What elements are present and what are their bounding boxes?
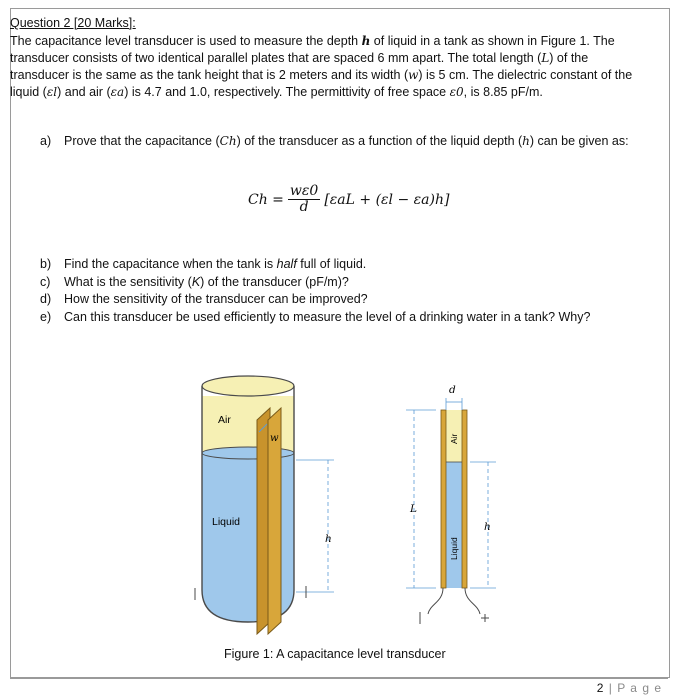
var-ch: Ch xyxy=(219,134,237,148)
part-text xyxy=(64,274,349,292)
side-plate-right xyxy=(462,410,467,588)
side-plate-left xyxy=(441,410,446,588)
plate-w-label: w xyxy=(270,433,279,444)
side-h-label: h xyxy=(484,521,491,533)
page-separator: | xyxy=(608,681,613,695)
part-text: Prove that the capacitance ( xyxy=(64,134,220,148)
equation-numerator: wε0 xyxy=(289,183,319,199)
part-b xyxy=(40,256,590,274)
var-L: L xyxy=(541,51,550,65)
side-L-label: L xyxy=(410,503,417,515)
page-word: P a g e xyxy=(617,681,662,695)
part-number: a) xyxy=(40,134,52,148)
side-lead-left xyxy=(428,588,443,614)
tank-diagram xyxy=(195,376,334,634)
equation-denominator: d xyxy=(299,199,309,215)
page-number: 2 xyxy=(596,681,605,695)
side-lead-right xyxy=(465,588,480,614)
part-text xyxy=(64,256,366,274)
capacitance-equation xyxy=(248,184,449,215)
part-a-text xyxy=(64,134,629,148)
intro-text: , is 8.85 pF/m. xyxy=(463,85,543,99)
var-w: w xyxy=(408,68,419,82)
intro-text: ) of the transducer is the same as the tank height that is 2 meters and its width ( xyxy=(10,51,589,82)
var-h: h xyxy=(522,134,530,148)
part-number: e) xyxy=(40,309,52,324)
footer-rule xyxy=(10,678,668,679)
part-emphasis: K xyxy=(191,274,201,289)
var-epsilon-l: εl xyxy=(46,85,58,99)
var-epsilon-0: ε0 xyxy=(449,85,464,99)
question-intro xyxy=(10,33,650,101)
part-text-start: What is the sensitivity ( xyxy=(64,274,192,289)
part-text: ) can be given as: xyxy=(529,134,629,148)
side-liquid-label: Liquid xyxy=(449,537,459,560)
side-liquid-region xyxy=(446,462,462,588)
question-parts xyxy=(40,256,590,326)
intro-text: of liquid in a tank as shown in Figure 1. The transducer consists of two identical parallel plates that are spaced 6 mm apart. The total length ( xyxy=(10,34,615,65)
intro-text: The capacitance level transducer is used to measure the depth xyxy=(10,34,362,48)
intro-text: ) is 4.7 and 1.0, respectively. The permittivity of free space xyxy=(124,85,450,99)
part-number: c) xyxy=(40,274,51,289)
part-text-start: Find the capacitance when the tank is xyxy=(64,257,277,271)
intro-text: ) and air ( xyxy=(57,85,111,99)
tank-air-label: Air xyxy=(218,414,231,426)
question-heading: Question 2 [20 Marks]: xyxy=(10,16,136,30)
part-d xyxy=(40,291,590,309)
tank-top xyxy=(202,376,294,396)
intro-text: ) is 5 cm. The dielectric constant of the liquid ( xyxy=(10,68,633,99)
equation-rhs: [εaL + (εl − εa)h] xyxy=(324,191,450,208)
part-emphasis: half xyxy=(276,257,297,271)
part-number: d) xyxy=(40,292,52,307)
figure-caption: Figure 1: A capacitance level transducer xyxy=(224,647,446,661)
equation-fraction xyxy=(288,184,320,215)
part-text: Can this transducer be used efficiently to measure the level of a drinking water in a tank? Why? xyxy=(64,309,591,324)
part-e xyxy=(40,309,590,327)
side-d-label: d xyxy=(449,384,456,396)
side-view-diagram xyxy=(406,384,496,624)
part-text-end: ) of the transducer (pF/m)? xyxy=(200,274,349,289)
var-h: h xyxy=(361,34,371,48)
transducer-figure xyxy=(0,370,678,640)
part-text: ) of the transducer as a function of the liquid depth ( xyxy=(236,134,523,148)
tank-h-label: h xyxy=(325,533,332,545)
page-number-footer xyxy=(597,681,662,695)
equation-lhs: Ch = xyxy=(248,191,284,208)
part-a xyxy=(40,134,629,148)
side-air-label: Air xyxy=(449,433,459,444)
part-c xyxy=(40,274,590,292)
part-number: b) xyxy=(40,257,52,271)
part-text: How the sensitivity of the transducer can be improved? xyxy=(64,292,368,307)
part-text-end: full of liquid. xyxy=(296,257,367,271)
tank-liquid-label: Liquid xyxy=(212,516,241,528)
var-epsilon-a: εa xyxy=(110,85,125,99)
